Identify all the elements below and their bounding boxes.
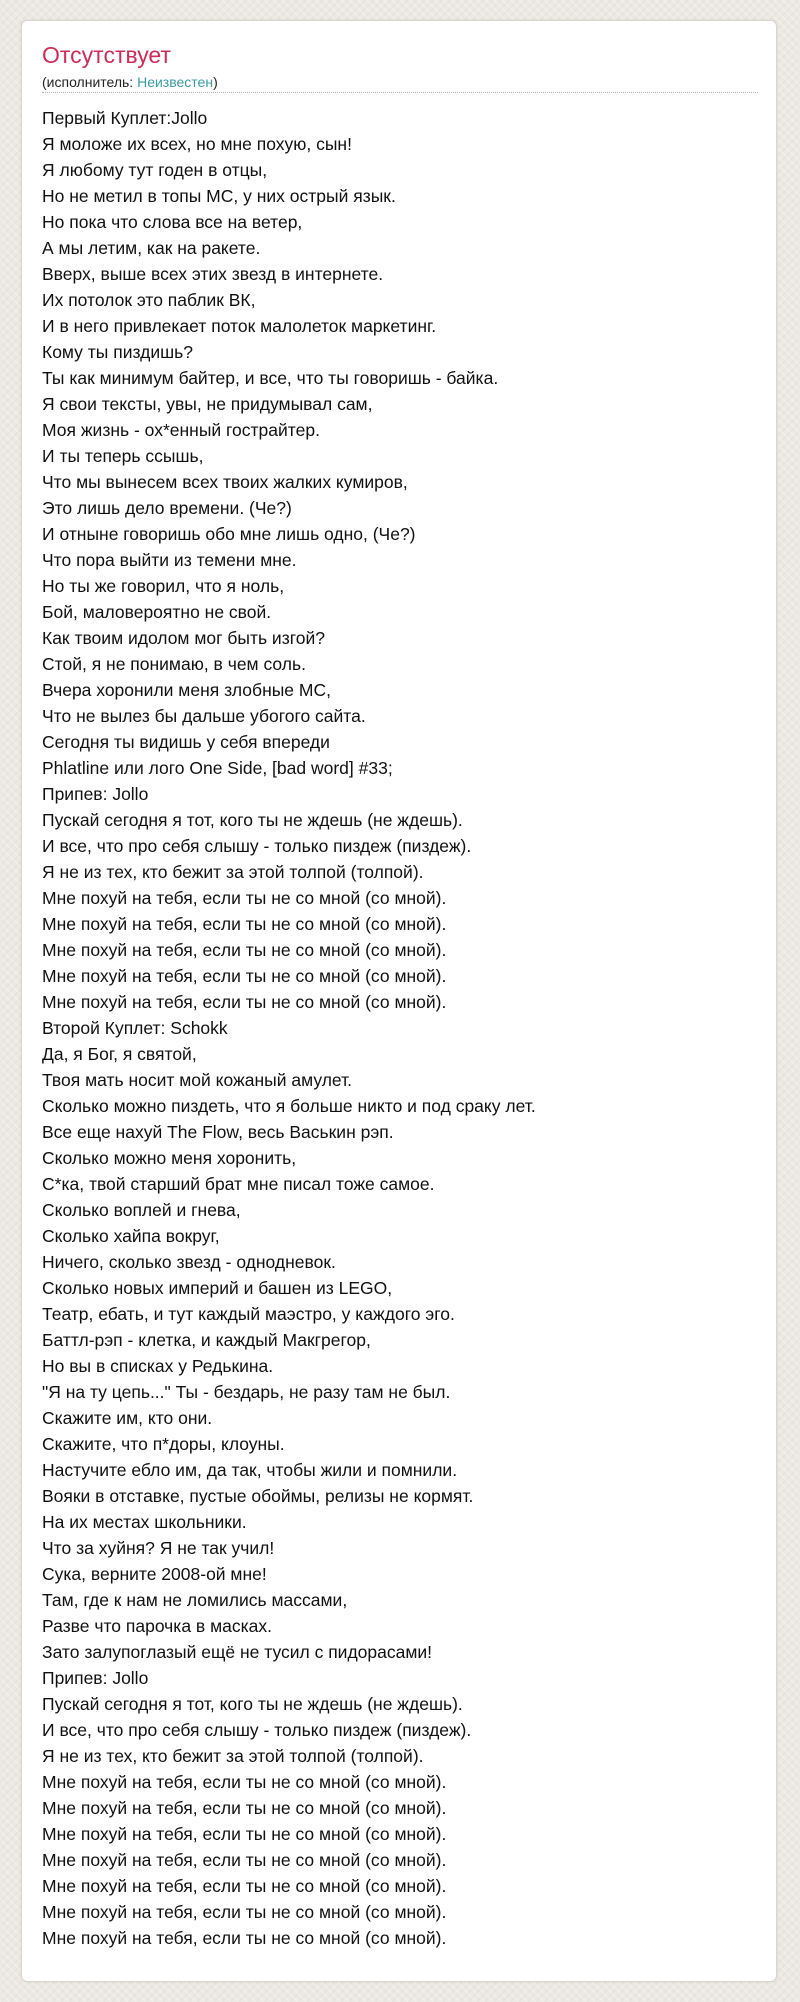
artist-prefix: (исполнитель: (42, 74, 138, 90)
lyric-line: Вверх, выше всех этих звезд в интернете. (42, 264, 384, 284)
lyric-line: Припев: Jollo (42, 784, 149, 804)
lyric-line: Мне похуй на тебя, если ты не со мной (со мной). (42, 1928, 447, 1948)
lyric-line: Мне похуй на тебя, если ты не со мной (со мной). (42, 1902, 447, 1922)
lyric-line: Пускай сегодня я тот, кого ты не ждешь (не ждешь). (42, 1694, 463, 1714)
lyric-line: Моя жизнь - ох*енный гострайтер. (42, 420, 320, 440)
lyric-line: Ничего, сколько звезд - однодневок. (42, 1252, 336, 1272)
lyric-line: Театр, ебать, и тут каждый маэстро, у каждого эго. (42, 1304, 455, 1324)
lyric-line: Разве что парочка в масках. (42, 1616, 272, 1636)
lyric-line: Да, я Бог, я святой, (42, 1044, 197, 1064)
lyric-line: Пускай сегодня я тот, кого ты не ждешь (не ждешь). (42, 810, 463, 830)
lyric-line: Баттл-рэп - клетка, и каждый Макгрегор, (42, 1330, 371, 1350)
lyric-line: Я не из тех, кто бежит за этой толпой (толпой). (42, 1746, 424, 1766)
lyric-line: И в него привлекает поток малолеток маркетинг. (42, 316, 437, 336)
lyric-line: Бой, маловероятно не свой. (42, 602, 272, 622)
lyric-line: Что не вылез бы дальше убогого сайта. (42, 706, 366, 726)
lyric-line: И все, что про себя слышу - только пиздеж (пиздеж). (42, 836, 472, 856)
lyric-line: Настучите ебло им, да так, чтобы жили и помнили. (42, 1460, 458, 1480)
lyric-line: Phlatline или лого One Side, [bad word] #33; (42, 758, 393, 778)
lyric-line: Зато залупоглазый ещё не тусил с пидорасами! (42, 1642, 433, 1662)
artist-suffix: ) (213, 74, 218, 90)
lyric-line: Как твоим идолом мог быть изгой? (42, 628, 325, 648)
lyrics-body (42, 105, 758, 1951)
lyric-line: Сколько воплей и гнева, (42, 1200, 241, 1220)
lyric-line: Стой, я не понимаю, в чем соль. (42, 654, 306, 674)
lyric-line: Мне похуй на тебя, если ты не со мной (со мной). (42, 914, 447, 934)
lyric-line: Первый Куплет:Jollo (42, 108, 208, 128)
title-divider (42, 92, 758, 93)
lyric-line: Их потолок это паблик ВК, (42, 290, 256, 310)
lyric-line: Мне похуй на тебя, если ты не со мной (со мной). (42, 1798, 447, 1818)
lyric-line: Но вы в списках у Редькина. (42, 1356, 274, 1376)
lyric-line: Сколько новых империй и башен из LEGO, (42, 1278, 393, 1298)
lyric-line: Мне похуй на тебя, если ты не со мной (со мной). (42, 1850, 447, 1870)
lyric-line: Кому ты пиздишь? (42, 342, 193, 362)
lyric-line: Я моложе их всех, но мне похую, сын! (42, 134, 352, 154)
lyric-line: Скажите, что п*доры, клоуны. (42, 1434, 285, 1454)
lyric-line: Сука, верните 2008-ой мне! (42, 1564, 267, 1584)
lyric-line: Мне похуй на тебя, если ты не со мной (со мной). (42, 1772, 447, 1792)
lyric-line: Я не из тех, кто бежит за этой толпой (толпой). (42, 862, 424, 882)
lyric-line: Мне похуй на тебя, если ты не со мной (со мной). (42, 1876, 447, 1896)
lyric-line: А мы летим, как на ракете. (42, 238, 261, 258)
lyric-line: Второй Куплет: Schokk (42, 1018, 228, 1038)
lyric-line: И ты теперь ссышь, (42, 446, 204, 466)
lyric-line: Мне похуй на тебя, если ты не со мной (со мной). (42, 966, 447, 986)
lyric-line: Скажите им, кто они. (42, 1408, 213, 1428)
lyric-line: Что мы вынесем всех твоих жалких кумиров, (42, 472, 408, 492)
lyric-line: Ты как минимум байтер, и все, что ты говоришь - байка. (42, 368, 499, 388)
lyric-line: Что за хуйня? Я не так учил! (42, 1538, 275, 1558)
lyric-line: Припев: Jollo (42, 1668, 149, 1688)
lyric-line: Но не метил в топы MC, у них острый язык. (42, 186, 396, 206)
lyric-line: Там, где к нам не ломились массами, (42, 1590, 348, 1610)
lyric-line: Это лишь дело времени. (Че?) (42, 498, 292, 518)
lyric-line: Мне похуй на тебя, если ты не со мной (со мной). (42, 888, 447, 908)
lyric-line: Мне похуй на тебя, если ты не со мной (со мной). (42, 1824, 447, 1844)
lyric-line: Вчера хоронили меня злобные MC, (42, 680, 331, 700)
song-title: Отсутствует (42, 42, 171, 68)
lyric-line: Все еще нахуй The Flow, весь Васькин рэп. (42, 1122, 394, 1142)
lyric-line: Сколько хайпа вокруг, (42, 1226, 220, 1246)
lyric-line: Что пора выйти из темени мне. (42, 550, 297, 570)
lyric-line: Но ты же говорил, что я ноль, (42, 576, 285, 596)
lyric-line: Мне похуй на тебя, если ты не со мной (со мной). (42, 992, 447, 1012)
lyric-line: На их местах школьники. (42, 1512, 247, 1532)
lyric-line: Мне похуй на тебя, если ты не со мной (со мной). (42, 940, 447, 960)
lyric-line: Но пока что слова все на ветер, (42, 212, 303, 232)
lyrics-card (21, 20, 777, 1982)
lyric-line: С*ка, твой старший брат мне писал тоже самое. (42, 1174, 435, 1194)
lyric-line: Вояки в отставке, пустые обоймы, релизы не кормят. (42, 1486, 474, 1506)
artist-link[interactable]: Неизвестен (137, 74, 214, 90)
lyric-line: Сколько можно меня хоронить, (42, 1148, 297, 1168)
lyric-line: И все, что про себя слышу - только пиздеж (пиздеж). (42, 1720, 472, 1740)
lyric-line: Я любому тут годен в отцы, (42, 160, 268, 180)
lyric-line: "Я на ту цепь..." Ты - бездарь, не разу там не был. (42, 1382, 451, 1402)
lyric-line: Твоя мать носит мой кожаный амулет. (42, 1070, 353, 1090)
lyric-line: И отныне говоришь обо мне лишь одно, (Че?) (42, 524, 416, 544)
lyric-line: Сегодня ты видишь у себя впереди (42, 732, 330, 752)
lyric-line: Я свои тексты, увы, не придумывал сам, (42, 394, 373, 414)
lyric-line: Сколько можно пиздеть, что я больше никто и под сраку лет. (42, 1096, 536, 1116)
artist-line (42, 73, 218, 91)
